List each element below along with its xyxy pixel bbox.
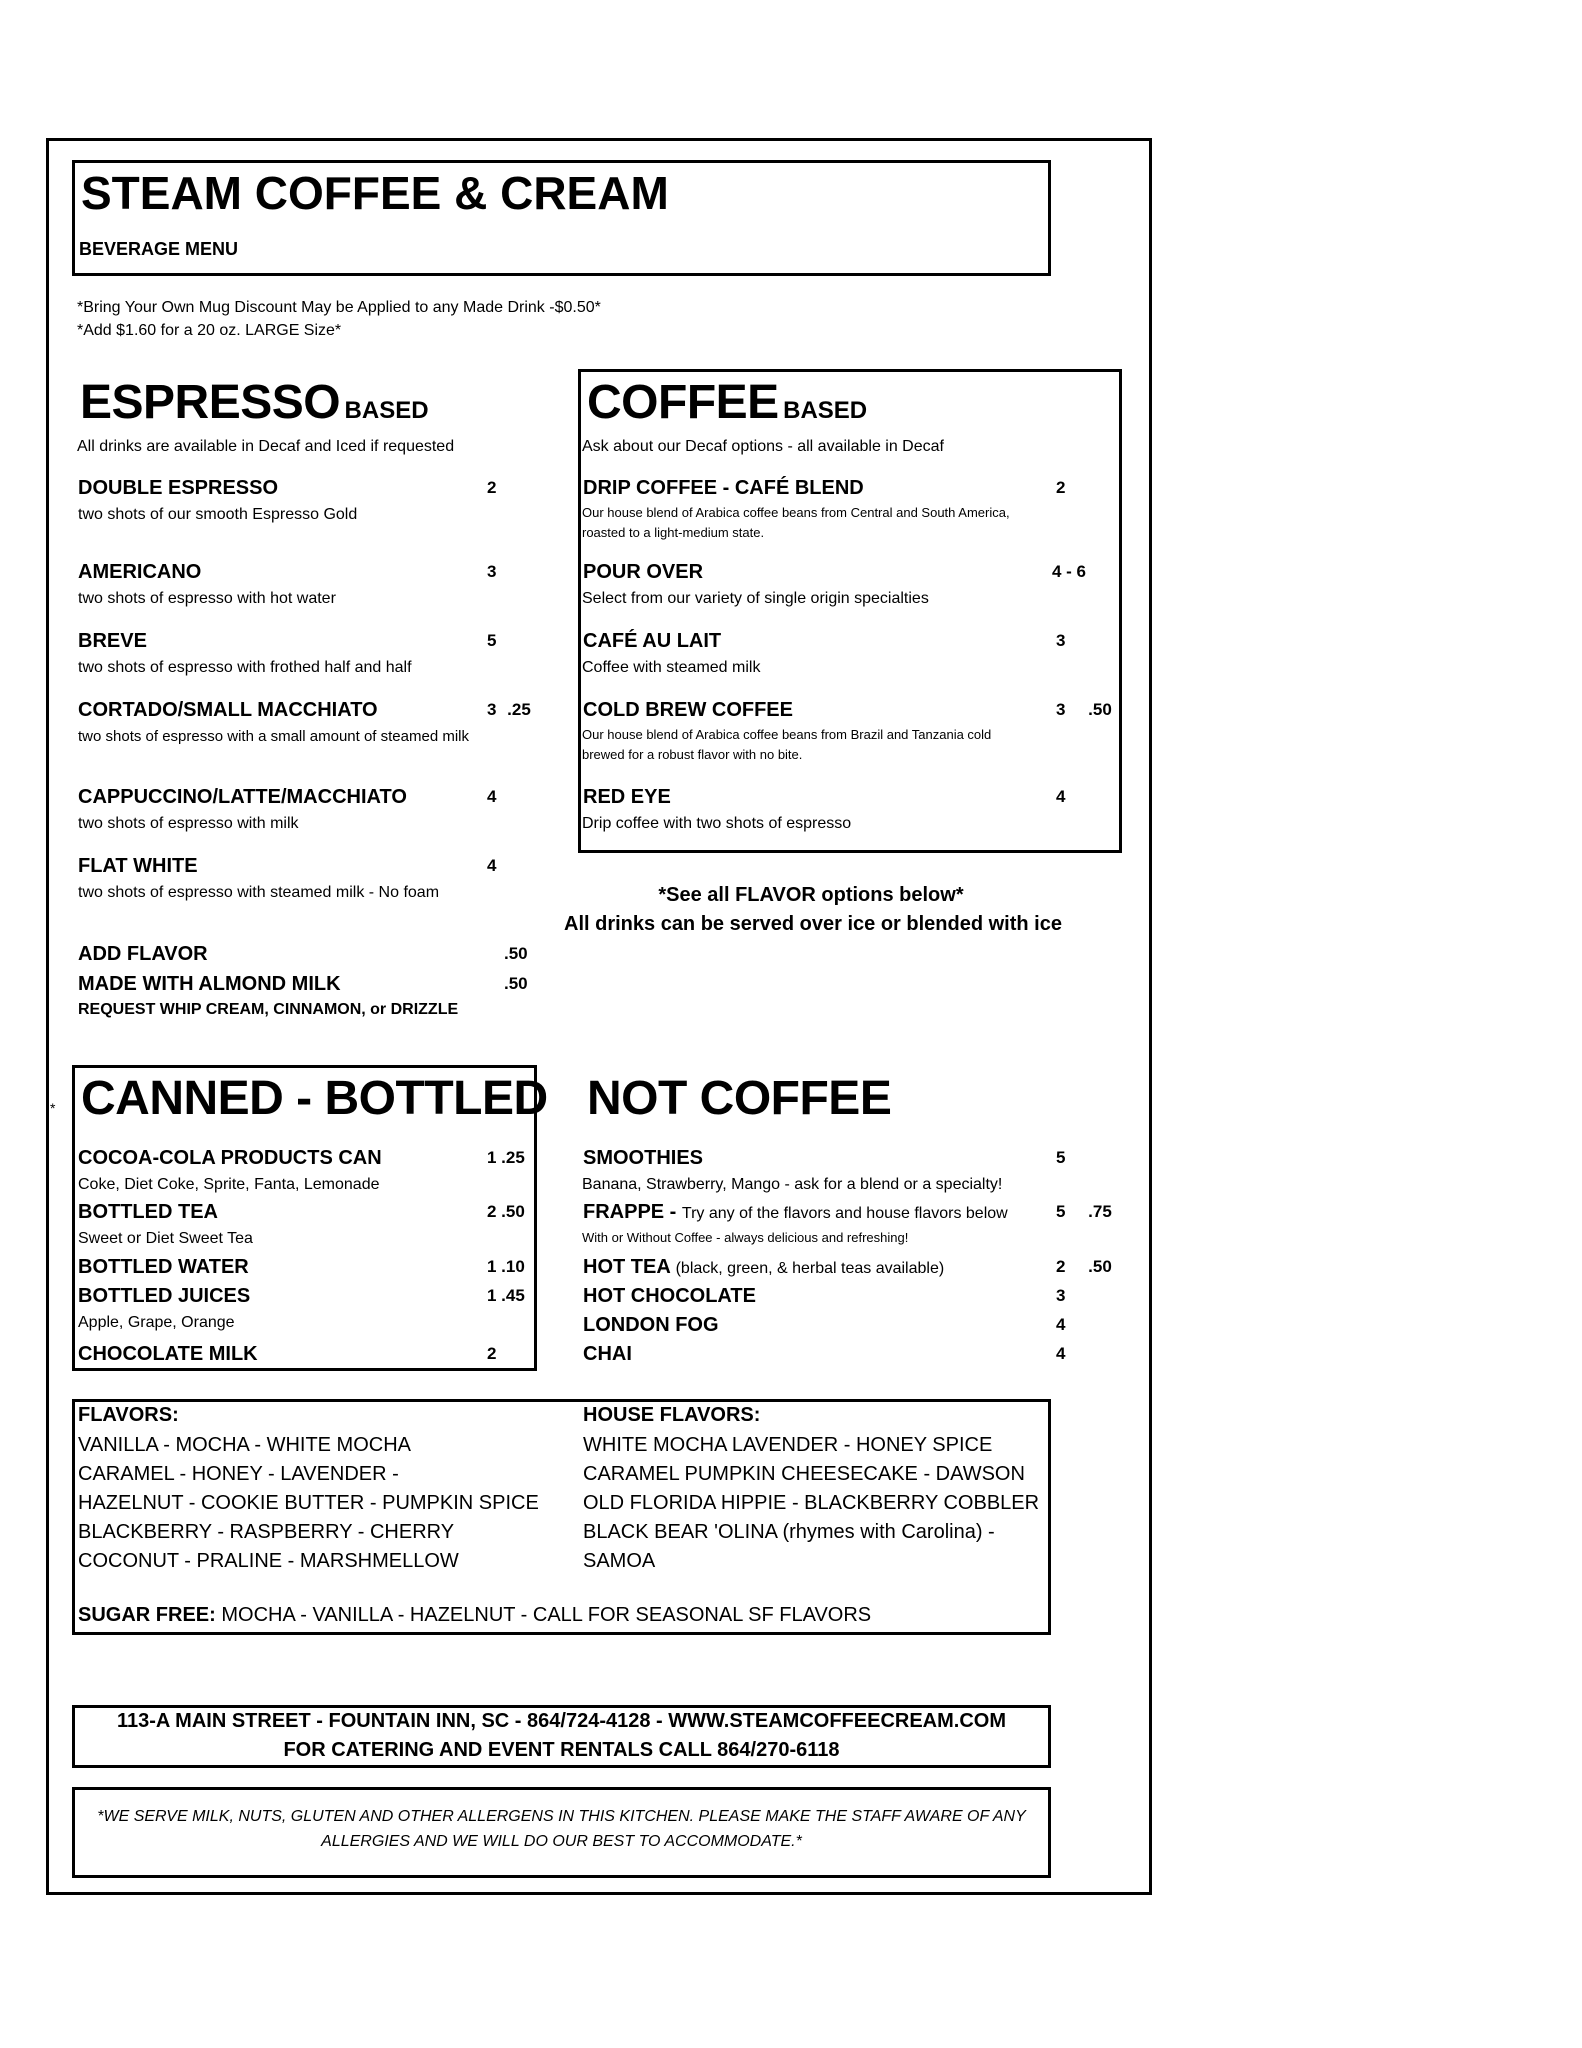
canned-item-price: 1 .25: [487, 1148, 525, 1167]
espresso-item-name: DOUBLE ESPRESSO: [78, 477, 279, 499]
not-coffee-item-inline: (black, green, & herbal teas available): [675, 1260, 945, 1277]
espresso-item-price: 3 .25: [487, 700, 531, 719]
coffee-item-price: 4: [1056, 787, 1066, 806]
espresso-item-desc: two shots of espresso with steamed milk - No foam: [78, 884, 440, 901]
espresso-item-desc: two shots of espresso with milk: [78, 815, 299, 832]
menu-subtitle: BEVERAGE MENU: [79, 239, 239, 259]
coffee-item-desc: brewed for a robust flavor with no bite.: [582, 747, 803, 762]
sugar-free-text: MOCHA - VANILLA - HAZELNUT - CALL FOR SEASONAL SF FLAVORS: [215, 1604, 872, 1626]
coffee-item-desc: roasted to a light-medium state.: [582, 525, 765, 540]
large-size-note: *Add $1.60 for a 20 oz. LARGE Size*: [77, 322, 342, 339]
canned-item-name: BOTTLED JUICES: [78, 1285, 251, 1307]
not-coffee-item-name: SMOOTHIES: [583, 1147, 704, 1169]
coffee-heading-suffix: BASED: [783, 397, 868, 424]
not-coffee-item-desc: With or Without Coffee - always delicious and refreshing!: [582, 1230, 909, 1245]
not-coffee-item-price: 4: [1056, 1344, 1066, 1363]
coffee-item-desc: Our house blend of Arabica coffee beans from Central and South America,: [582, 505, 1010, 520]
coffee-heading-main: COFFEE: [587, 376, 779, 429]
espresso-heading-suffix: BASED: [344, 397, 429, 424]
coffee-item-desc: Our house blend of Arabica coffee beans from Brazil and Tanzania cold: [582, 727, 992, 742]
coffee-item-name: CAFÉ AU LAIT: [583, 630, 722, 652]
coffee-item-price: 3: [1056, 631, 1066, 650]
espresso-item-price: 5: [487, 631, 497, 650]
coffee-item-price: 2: [1056, 478, 1066, 497]
espresso-item-price: 4: [487, 856, 497, 875]
canned-item-name: COCOA-COLA PRODUCTS CAN: [78, 1147, 382, 1169]
canned-item-price: 2: [487, 1344, 497, 1363]
not-coffee-item-name: CHAI: [583, 1343, 632, 1365]
espresso-item-name: BREVE: [78, 630, 147, 652]
flavor-line: VANILLA - MOCHA - WHITE MOCHA: [78, 1434, 411, 1456]
canned-item-desc: Apple, Grape, Orange: [78, 1314, 235, 1331]
canned-item-name: CHOCOLATE MILK: [78, 1343, 258, 1365]
not-coffee-item-price: 3: [1056, 1286, 1066, 1305]
espresso-item-name: FLAT WHITE: [78, 855, 198, 877]
flavor-line: BLACKBERRY - RASPBERRY - CHERRY: [78, 1521, 455, 1543]
extra-price: .50: [504, 974, 528, 993]
espresso-item-desc: two shots of espresso with frothed half and half: [78, 659, 412, 676]
coffee-item-name: RED EYE: [583, 786, 671, 808]
extra-name: ADD FLAVOR: [78, 943, 208, 965]
espresso-item-price: 2: [487, 478, 497, 497]
coffee-item-name: COLD BREW COFFEE: [583, 699, 793, 721]
espresso-item-desc: two shots of our smooth Espresso Gold: [78, 506, 358, 523]
coffee-item-desc: Coffee with steamed milk: [582, 659, 761, 676]
address-line: 113-A MAIN STREET - FOUNTAIN INN, SC - 864/724-4128 - WWW.STEAMCOFFEECREAM.COM: [117, 1710, 1006, 1732]
house-flavor-line: WHITE MOCHA LAVENDER - HONEY SPICE: [583, 1434, 993, 1456]
not-coffee-item-price: 5 .75: [1056, 1202, 1112, 1221]
not-coffee-item-name: FRAPPE -: [583, 1201, 682, 1223]
request-extras-note: REQUEST WHIP CREAM, CINNAMON, or DRIZZLE: [78, 1001, 459, 1018]
coffee-item-price: 4 - 6: [1052, 562, 1087, 581]
flavor-line: HAZELNUT - COOKIE BUTTER - PUMPKIN SPICE: [78, 1492, 539, 1514]
canned-item-name: BOTTLED TEA: [78, 1201, 218, 1223]
sugar-free-line: [78, 1604, 871, 1627]
coffee-note: Ask about our Decaf options - all available in Decaf: [582, 438, 944, 455]
catering-line: FOR CATERING AND EVENT RENTALS CALL 864/270-6118: [283, 1739, 840, 1761]
coffee-item-desc: Select from our variety of single origin specialties: [582, 590, 929, 607]
page-title: STEAM COFFEE & CREAM: [81, 167, 669, 219]
espresso-item-name: AMERICANO: [78, 561, 202, 583]
canned-heading: CANNED - BOTTLED: [81, 1072, 548, 1125]
extra-price: .50: [504, 944, 528, 963]
house-flavor-line: OLD FLORIDA HIPPIE - BLACKBERRY COBBLER: [583, 1492, 1040, 1514]
flavor-line: CARAMEL - HONEY - LAVENDER -: [78, 1463, 399, 1485]
flavors-heading: FLAVORS:: [78, 1404, 179, 1426]
not-coffee-item-name: LONDON FOG: [583, 1314, 719, 1336]
canned-item-desc: Sweet or Diet Sweet Tea: [78, 1230, 253, 1247]
espresso-item-desc: two shots of espresso with hot water: [78, 590, 336, 607]
not-coffee-item-price: 2 .50: [1056, 1257, 1112, 1276]
ice-blend-note: All drinks can be served over ice or blended with ice: [564, 913, 1062, 935]
espresso-heading-main: ESPRESSO: [80, 376, 341, 429]
not-coffee-item-price: 4: [1056, 1315, 1066, 1334]
espresso-heading: [80, 375, 429, 430]
canned-item-price: 1 .10: [487, 1257, 525, 1276]
canned-item-price: 2 .50: [487, 1202, 525, 1221]
flavor-options-note: *See all FLAVOR options below*: [658, 884, 964, 906]
not-coffee-item-row: [583, 1256, 944, 1279]
not-coffee-heading: NOT COFFEE: [587, 1072, 892, 1125]
not-coffee-item-name: HOT CHOCOLATE: [583, 1285, 756, 1307]
not-coffee-item-price: 5: [1056, 1148, 1066, 1167]
espresso-item-desc: two shots of espresso with a small amount of steamed milk: [78, 728, 469, 745]
espresso-item-price: 4: [487, 787, 497, 806]
canned-side-mark: *: [50, 1100, 56, 1116]
coffee-item-name: DRIP COFFEE - CAFÉ BLEND: [583, 477, 864, 499]
house-flavors-heading: HOUSE FLAVORS:: [583, 1404, 761, 1426]
coffee-item-desc: Drip coffee with two shots of espresso: [582, 815, 852, 832]
not-coffee-item-row: [583, 1201, 1008, 1224]
canned-item-desc: Coke, Diet Coke, Sprite, Fanta, Lemonade: [78, 1176, 380, 1193]
not-coffee-item-name: HOT TEA: [583, 1256, 676, 1278]
extra-name: MADE WITH ALMOND MILK: [78, 973, 341, 995]
not-coffee-item-inline: Try any of the flavors and house flavors below: [681, 1205, 1008, 1222]
sugar-free-label: SUGAR FREE:: [78, 1604, 216, 1626]
espresso-item-price: 3: [487, 562, 497, 581]
espresso-item-name: CORTADO/SMALL MACCHIATO: [78, 699, 378, 721]
canned-item-price: 1 .45: [487, 1286, 525, 1305]
house-flavor-line: BLACK BEAR 'OLINA (rhymes with Carolina) -: [583, 1521, 995, 1543]
house-flavor-line: SAMOA: [583, 1550, 656, 1572]
canned-item-name: BOTTLED WATER: [78, 1256, 249, 1278]
mug-discount-note: *Bring Your Own Mug Discount May be Applied to any Made Drink -$0.50*: [77, 299, 601, 316]
coffee-item-price: 3 .50: [1056, 700, 1112, 719]
coffee-heading: [587, 375, 867, 430]
coffee-item-name: POUR OVER: [583, 561, 704, 583]
flavor-line: COCONUT - PRALINE - MARSHMELLOW: [78, 1550, 459, 1572]
allergy-line: *WE SERVE MILK, NUTS, GLUTEN AND OTHER ALLERGENS IN THIS KITCHEN. PLEASE MAKE THE STAFF AWARE OF ANY: [97, 1808, 1026, 1825]
not-coffee-item-desc: Banana, Strawberry, Mango - ask for a blend or a specialty!: [582, 1176, 1003, 1193]
espresso-item-name: CAPPUCCINO/LATTE/MACCHIATO: [78, 786, 407, 808]
house-flavor-line: CARAMEL PUMPKIN CHEESECAKE - DAWSON: [583, 1463, 1025, 1485]
allergy-line: ALLERGIES AND WE WILL DO OUR BEST TO ACCOMMODATE.*: [321, 1833, 802, 1850]
espresso-note: All drinks are available in Decaf and Iced if requested: [77, 438, 455, 455]
